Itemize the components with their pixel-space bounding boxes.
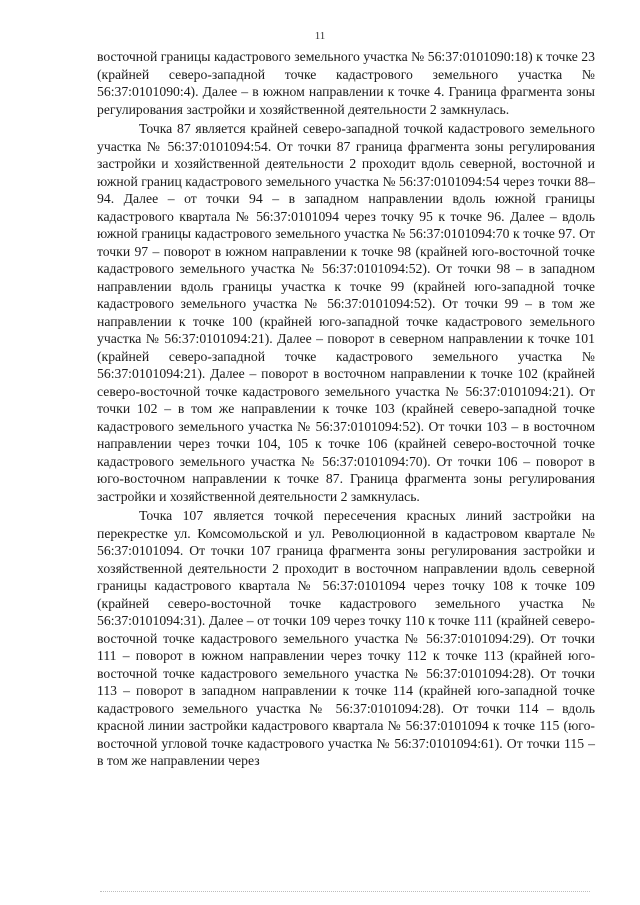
- paragraph-point-107: Точка 107 является точкой пересечения красных линий застройки на перекрестке ул. Комсомольской и ул. Революционной в кадастровом квартале № 56:37:0101094. От точки 107 граница фрагмента зоны регулирования застройки и хозяйственной деятельности 2 проходит в восточном направлении вдоль северной границы кадастрового квартала № 56:37:0101094 через точку 108 к точке 109 (крайней северо-восточной точке кадастрового земельного участка № 56:37:0101094:31). Далее – от точки 109 через точку 110 к точке 111 (крайней северо-восточной точке кадастрового земельного участка № 56:37:0101094:29). От точки 111 – поворот в южном направлении через точку 112 к точке 113 (крайней юго-восточной точке кадастрового земельного участка № 56:37:0101094:28). От точки 113 – поворот в западном направлении к точке 114 (крайней юго-западной точке кадастрового земельного участка № 56:37:0101094:28). От точки 114 – вдоль красной линии застройки кадастрового квартала № 56:37:0101094 к точке 115 (юго-восточной угловой точке кадастрового участка № 56:37:0101094:61). От точки 115 – в том же направлении через: [97, 508, 595, 768]
- paragraph-point-87: Точка 87 является крайней северо-западной точкой кадастрового земельного участка № 56:37:0101094:54. От точки 87 граница фрагмента зоны регулирования застройки и хозяйственной деятельности 2 проходит вдоль северной, восточной и южной границ кадастрового земельного участка № 56:37:0101094:54 через точки 88–94. Далее – от точки 94 – в западном направлении вдоль южной границы кадастрового квартала № 56:37:0101094 через точку 95 к точке 96. Далее – вдоль южной границы кадастрового земельного участка № 56:37:0101094:70 к точке 97. От точки 97 – поворот в южном направлении к точке 98 (крайней юго-восточной точке кадастрового земельного участка № 56:37:0101094:52). От точки 98 – в западном направлении вдоль границы участка к точке 99 (крайней юго-западной точке кадастрового земельного участка № 56:37:0101094:52). От точки 99 – в том же направлении к точке 100 (крайней юго-западной точке кадастрового земельного участка № 56:37:0101094:21). Далее – поворот в северном направлении к точке 101 (крайней северо-западной точке кадастрового земельного участка № 56:37:0101094:21). Далее – поворот в восточном направлении к точке 102 (крайней северо-восточной точке кадастрового земельного участка № 56:37:0101094:21). От точки 102 – в том же направлении к точке 103 (крайней северо-западной точке кадастрового земельного участка № 56:37:0101094:52). От точки 103 – в восточном направлении через точки 104, 105 к точке 106 (крайней северо-восточной точке кадастрового земельного участка № 56:37:0101094:70). От точки 106 – поворот в юго-восточном направлении к точке 87. Граница фрагмента зоны регулирования застройки и хозяйственной деятельности 2 замкнулась.: [97, 121, 595, 504]
- paragraph-continuation: восточной границы кадастрового земельного участка № 56:37:0101090:18) к точке 23 (крайней северо-западной точке кадастрового земельного участка № 56:37:0101090:4). Далее – в южном направлении к точке 4. Граница фрагмента зоны регулирования застройки и хозяйственной деятельности 2 замкнулась.: [97, 49, 595, 117]
- document-body: [97, 48, 595, 770]
- page-number: 11: [314, 30, 326, 42]
- footer-scan-artifact: [100, 891, 590, 892]
